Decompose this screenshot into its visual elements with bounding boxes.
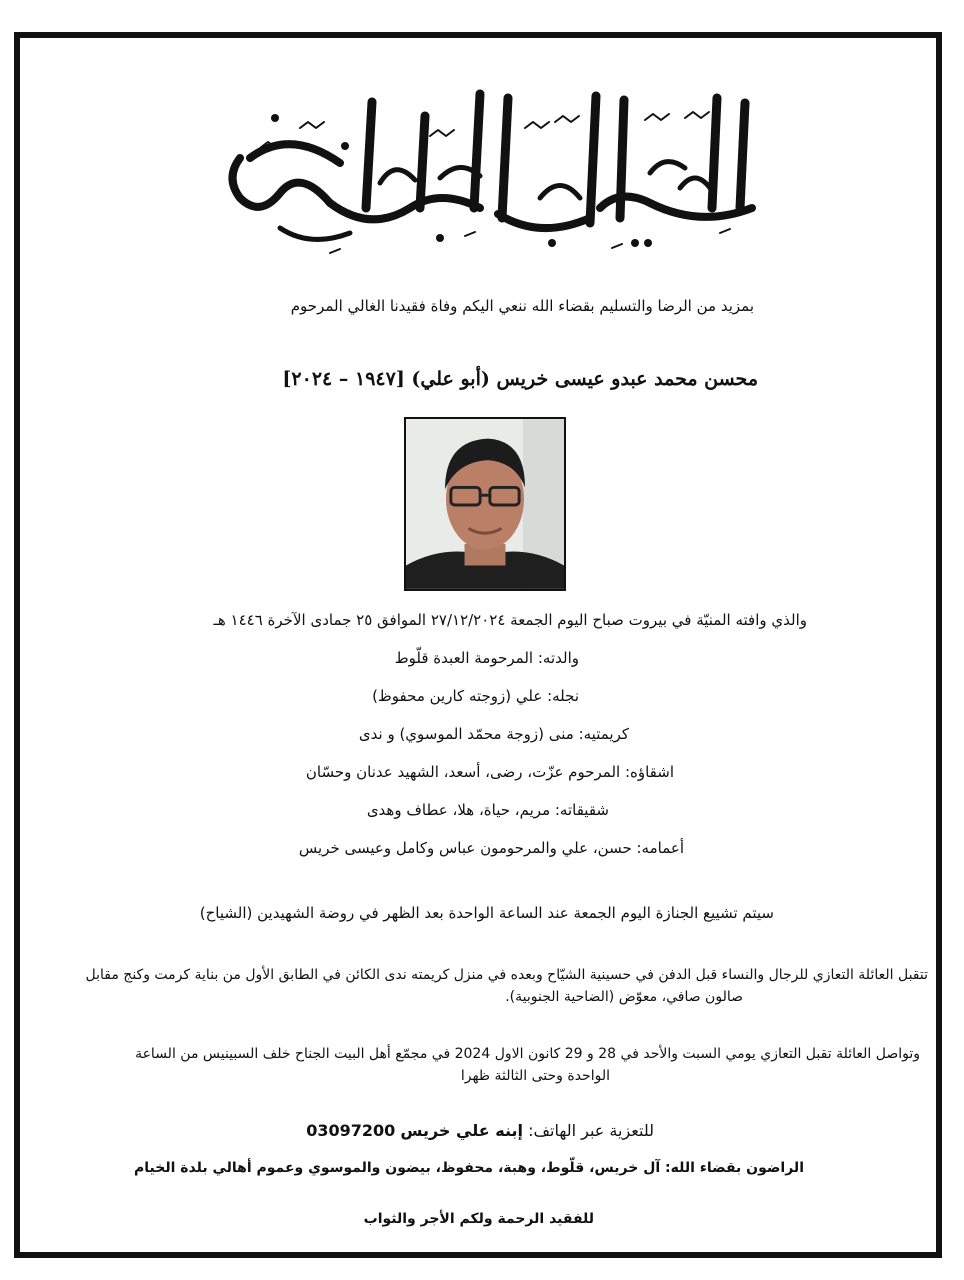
deceased-photo (404, 417, 566, 591)
condolence-paragraph-2 (44, 1043, 920, 1087)
mother-text: والدته: المرحومة العبدة قلّوط (394, 649, 579, 667)
phone-contact: إبنه علي خريس (400, 1121, 523, 1140)
mourners-text: الراضون بقضاء الله: آل خريس، قلّوط، وهبة، محفوظ، بيضون والموسوي وعموم أهالي بلدة الخيام (134, 1160, 804, 1176)
son-text: نجله: علي (زوجته كارين محفوظ) (372, 687, 579, 705)
uncles-text: أعمامه: حسن، علي والمرحومون عباس وكامل وعيسى خريس (298, 839, 684, 857)
portrait-image (406, 419, 564, 589)
intro-text: بمزيد من الرضا والتسليم بقضاء الله ننعي اليكم وفاة فقيدنا الغالي المرحوم (290, 297, 754, 315)
condolence-paragraph-1 (36, 964, 928, 1008)
closing-text: للفقيد الرحمة ولكم الأجر والثواب (363, 1211, 594, 1227)
deceased-name: محسن محمد عبدو عيسى خريس (أبو علي) [١٩٤٧ – ٢٠٢٤] (282, 368, 758, 390)
funeral-text: سيتم تشييع الجنازة اليوم الجمعة عند الساعة الواحدة بعد الظهر في روضة الشهيدين (الشياح) (199, 904, 774, 922)
condolence-2-line-2: الواحدة وحتى الثالثة ظهرا (460, 1068, 610, 1084)
daughters-text: كريمتيه: منى (زوجة محمّد الموسوي) و ندى (358, 725, 629, 743)
phone-line (306, 1121, 654, 1141)
phone-number: 03097200 (306, 1121, 396, 1140)
sisters-text: شقيقاته: مريم، حياة، هلا، عطاف وهدى (366, 801, 609, 819)
brothers-text: اشقاؤه: المرحوم عزّت، رضى، أسعد، الشهيد عدنان وحسّان (305, 763, 674, 781)
condolence-1-line-2: صالون صافي، معوّض (الضاحية الجنوبية). (505, 989, 743, 1005)
calligraphy-verse (180, 58, 780, 263)
condolence-2-line-1: وتواصل العائلة تقبل التعازي يومي السبت والأحد في 28 و 29 كانون الاول 2024 في مجمّع أهل البيت الجناح خلف السبينيس من الساعة (135, 1046, 920, 1062)
condolence-1-line-1: تتقبل العائلة التعازي للرجال والنساء قبل الدفن في حسينية الشيّاح وبعده في منزل كريمته ندى الكائن في الطابق الأول من بناية كرمت وكنج مقابل (85, 967, 928, 983)
calligraphy-image (180, 58, 780, 263)
death-date-text: والذي وافته المنيّة في بيروت صباح اليوم الجمعة ٢٧/١٢/٢٠٢٤ الموافق ٢٥ جمادى الآخرة ١٤٤٦ هـ (213, 611, 807, 629)
phone-label: للتعزية عبر الهاتف: (528, 1121, 654, 1140)
